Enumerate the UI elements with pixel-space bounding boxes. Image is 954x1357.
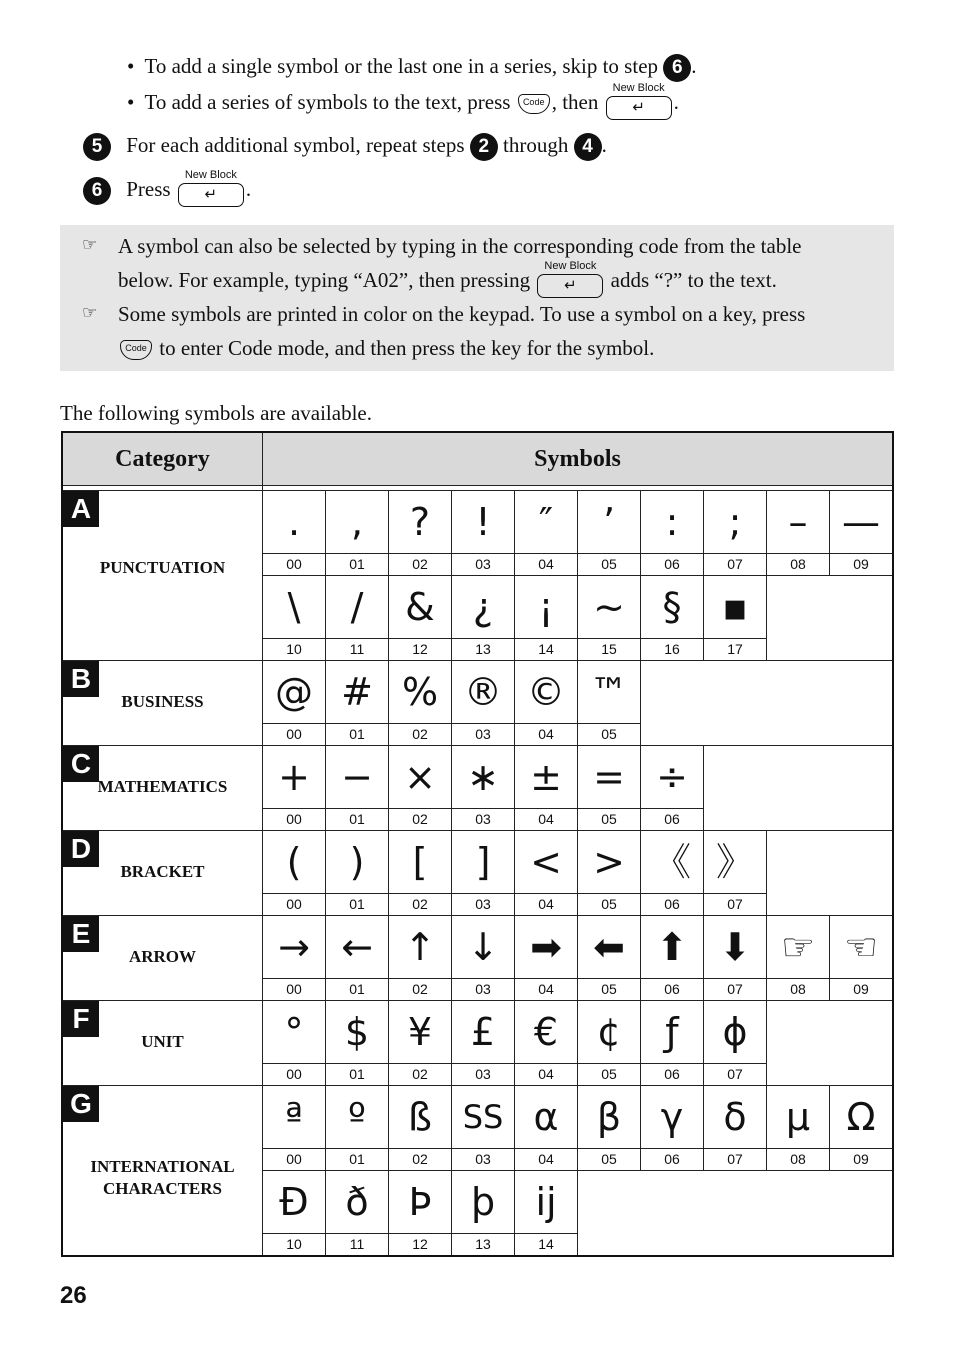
symbol-glyph: Ω <box>830 1086 894 1149</box>
symbol-code: 09 <box>830 554 894 576</box>
category-cell <box>62 916 263 1001</box>
step-text: Press <box>126 177 171 201</box>
symbol-code: 01 <box>326 894 389 916</box>
symbol-glyph: SS <box>452 1086 515 1149</box>
symbol-glyph: © <box>515 661 578 724</box>
note-1-line-1: A symbol can also be selected by typing in the corresponding code from the table <box>118 234 802 258</box>
symbol-glyph: ] <box>452 831 515 894</box>
symbol-code: 00 <box>263 1064 326 1086</box>
step-ref-6: 6 <box>663 54 691 82</box>
symbol-glyph: . <box>263 491 326 554</box>
category-letter: E <box>63 916 99 952</box>
symbol-code: 01 <box>326 724 389 746</box>
symbol-code: 08 <box>767 554 830 576</box>
symbol-code: 02 <box>389 1064 452 1086</box>
symbol-glyph: & <box>389 576 452 639</box>
category-cell <box>62 661 263 746</box>
empty-cell <box>578 1171 894 1257</box>
symbol-glyph: ! <box>452 491 515 554</box>
category-name: ARROW <box>128 947 197 966</box>
bullet-text: To add a series of symbols to the text, press <box>144 90 511 114</box>
symbol-glyph: ’ <box>578 491 641 554</box>
category-cell <box>62 1001 263 1086</box>
bullet-then: , then <box>551 90 599 114</box>
symbol-glyph: ° <box>263 1001 326 1064</box>
symbol-glyph: ⬆ <box>641 916 704 979</box>
symbol-glyph: : <box>641 491 704 554</box>
header-symbols: Symbols <box>263 432 894 486</box>
symbol-glyph: ) <box>326 831 389 894</box>
symbol-code: 05 <box>578 809 641 831</box>
symbol-code: 06 <box>641 1064 704 1086</box>
symbol-glyph: € <box>515 1001 578 1064</box>
symbol-glyph: ¥ <box>389 1001 452 1064</box>
symbol-code: 02 <box>389 724 452 746</box>
symbol-glyph: ¡ <box>515 576 578 639</box>
symbol-glyph: > <box>578 831 641 894</box>
category-cell <box>62 746 263 831</box>
symbol-code: 00 <box>263 979 326 1001</box>
symbol-code: 17 <box>704 639 767 661</box>
symbol-code: 04 <box>515 554 578 576</box>
symbol-code: 11 <box>326 1234 389 1257</box>
category-letter: G <box>63 1086 99 1122</box>
symbol-code: 15 <box>578 639 641 661</box>
category-name: MATHEMATICS <box>97 777 228 796</box>
symbol-code: 03 <box>452 724 515 746</box>
symbol-glyph: + <box>263 746 326 809</box>
symbol-glyph: ~ <box>578 576 641 639</box>
symbol-code: 03 <box>452 809 515 831</box>
symbol-code: 06 <box>641 1149 704 1171</box>
pointing-hand-icon: ☞ <box>82 235 98 255</box>
symbol-code: 05 <box>578 979 641 1001</box>
page-number: 26 <box>60 1282 87 1309</box>
symbol-code: 05 <box>578 554 641 576</box>
category-name: INTERNATIONAL CHARACTERS <box>90 1157 235 1198</box>
symbol-glyph: — <box>830 491 894 554</box>
symbol-glyph: ± <box>515 746 578 809</box>
symbol-code: 06 <box>641 894 704 916</box>
symbol-glyph: ÷ <box>641 746 704 809</box>
symbol-glyph: ™ <box>578 661 641 724</box>
symbol-code: 02 <box>389 894 452 916</box>
symbol-code: 06 <box>641 979 704 1001</box>
symbol-glyph: – <box>767 491 830 554</box>
category-name: BRACKET <box>120 862 205 881</box>
empty-cell <box>767 831 894 916</box>
symbol-code: 04 <box>515 1064 578 1086</box>
bullet-series: • To add a series of symbols to the text, press Code , then New Block ↵ . <box>127 90 679 116</box>
symbol-code: 07 <box>704 979 767 1001</box>
note-1-line-2: below. For example, typing “A02”, then pressing New Block ↵ adds “?” to the text. <box>118 268 777 294</box>
symbol-glyph: × <box>389 746 452 809</box>
symbol-code: 03 <box>452 554 515 576</box>
category-name: UNIT <box>141 1032 184 1051</box>
symbol-code: 01 <box>326 1064 389 1086</box>
symbol-glyph: ¢ <box>578 1001 641 1064</box>
symbol-glyph: # <box>326 661 389 724</box>
symbol-code: 01 <box>326 1149 389 1171</box>
symbol-glyph: ß <box>389 1086 452 1149</box>
symbol-code: 00 <box>263 554 326 576</box>
symbol-glyph: 》 <box>704 831 767 894</box>
symbol-code: 03 <box>452 1064 515 1086</box>
symbol-glyph: ↑ <box>389 916 452 979</box>
symbol-glyph: < <box>515 831 578 894</box>
pointing-hand-icon: ☞ <box>82 303 98 323</box>
symbol-code: 10 <box>263 1234 326 1257</box>
code-key-icon: Code <box>120 340 152 360</box>
symbol-glyph: ″ <box>515 491 578 554</box>
symbol-glyph: Þ <box>389 1171 452 1234</box>
category-letter: D <box>63 831 99 867</box>
bullet-dot: • <box>127 54 135 78</box>
symbol-code: 02 <box>389 979 452 1001</box>
symbol-code: 16 <box>641 639 704 661</box>
category-cell <box>62 1086 263 1257</box>
symbol-glyph: þ <box>452 1171 515 1234</box>
step-text: For each additional symbol, repeat steps <box>126 133 465 157</box>
symbol-glyph: ⬇ <box>704 916 767 979</box>
symbol-code: 04 <box>515 724 578 746</box>
step-5: 5 For each additional symbol, repeat steps 2 through 4 . <box>83 133 607 161</box>
symbol-glyph: 《 <box>641 831 704 894</box>
symbol-code: 04 <box>515 1149 578 1171</box>
symbol-glyph: ➡ <box>515 916 578 979</box>
category-name: BUSINESS <box>121 692 204 711</box>
symbol-code: 00 <box>263 724 326 746</box>
symbol-glyph: ƒ <box>641 1001 704 1064</box>
symbol-glyph: \ <box>263 576 326 639</box>
category-letter: C <box>63 746 99 782</box>
step-6: 6 Press New Block ↵ . <box>83 177 251 205</box>
symbol-glyph: ( <box>263 831 326 894</box>
bullet-text: To add a single symbol or the last one in a series, skip to step <box>144 54 659 78</box>
symbol-code: 12 <box>389 639 452 661</box>
new-block-key-icon: New Block ↵ <box>537 274 603 298</box>
symbol-glyph: ⬅ <box>578 916 641 979</box>
symbol-code: 04 <box>515 809 578 831</box>
symbol-code: 03 <box>452 979 515 1001</box>
symbol-glyph: ▪ <box>704 576 767 639</box>
symbol-code: 05 <box>578 1149 641 1171</box>
symbol-glyph: ® <box>452 661 515 724</box>
symbol-glyph: Đ <box>263 1171 326 1234</box>
symbol-glyph: = <box>578 746 641 809</box>
symbol-glyph: ¿ <box>452 576 515 639</box>
symbol-code: 07 <box>704 1064 767 1086</box>
symbol-code: 13 <box>452 639 515 661</box>
note-box <box>60 225 894 371</box>
step-ref-4: 4 <box>574 133 602 161</box>
symbol-glyph: º <box>326 1086 389 1149</box>
code-key-icon: Code <box>518 94 550 114</box>
symbol-code: 05 <box>578 894 641 916</box>
symbol-code: 03 <box>452 1149 515 1171</box>
symbol-glyph: β <box>578 1086 641 1149</box>
symbol-glyph: ☞ <box>767 916 830 979</box>
category-letter: B <box>63 661 99 697</box>
symbol-code: 01 <box>326 979 389 1001</box>
symbol-code: 02 <box>389 1149 452 1171</box>
step-through: through <box>503 133 569 157</box>
symbol-glyph: ∗ <box>452 746 515 809</box>
symbol-code: 14 <box>515 1234 578 1257</box>
symbol-glyph: $ <box>326 1001 389 1064</box>
symbol-code: 06 <box>641 554 704 576</box>
category-letter: F <box>63 1001 99 1037</box>
empty-cell <box>767 1001 894 1086</box>
new-block-key-icon: New Block ↵ <box>606 96 672 120</box>
symbol-glyph: ? <box>389 491 452 554</box>
symbol-glyph: £ <box>452 1001 515 1064</box>
symbol-code: 05 <box>578 724 641 746</box>
symbol-code: 07 <box>704 894 767 916</box>
symbol-glyph: ϕ <box>704 1001 767 1064</box>
note-2-line-1: Some symbols are printed in color on the keypad. To use a symbol on a key, press <box>118 302 806 326</box>
step-number: 5 <box>83 133 111 161</box>
step-ref-2: 2 <box>470 133 498 161</box>
symbol-code: 04 <box>515 979 578 1001</box>
symbol-glyph: ª <box>263 1086 326 1149</box>
symbol-glyph: ð <box>326 1171 389 1234</box>
symbol-glyph: − <box>326 746 389 809</box>
symbol-glyph: § <box>641 576 704 639</box>
symbol-glyph: ĳ <box>515 1171 578 1234</box>
symbol-code: 00 <box>263 1149 326 1171</box>
symbol-code: 07 <box>704 1149 767 1171</box>
symbol-code: 02 <box>389 554 452 576</box>
category-cell <box>62 491 263 661</box>
empty-cell <box>704 746 894 831</box>
symbol-glyph: μ <box>767 1086 830 1149</box>
symbol-glyph: / <box>326 576 389 639</box>
symbol-code: 07 <box>704 554 767 576</box>
symbol-code: 08 <box>767 979 830 1001</box>
symbol-code: 00 <box>263 809 326 831</box>
symbol-glyph: α <box>515 1086 578 1149</box>
symbol-glyph: @ <box>263 661 326 724</box>
symbol-glyph: % <box>389 661 452 724</box>
step-number: 6 <box>83 177 111 205</box>
symbol-code: 01 <box>326 554 389 576</box>
symbol-code: 02 <box>389 809 452 831</box>
bullet-skip: • To add a single symbol or the last one in a series, skip to step 6 . <box>127 54 697 82</box>
header-category: Category <box>62 432 263 486</box>
new-block-key-icon: New Block ↵ <box>178 183 244 207</box>
symbol-glyph: ☜ <box>830 916 894 979</box>
symbol-code: 01 <box>326 809 389 831</box>
symbol-code: 12 <box>389 1234 452 1257</box>
category-name: PUNCTUATION <box>99 558 226 577</box>
empty-cell <box>767 576 894 661</box>
intro-text: The following symbols are available. <box>60 401 372 425</box>
note-2-line-2: Code to enter Code mode, and then press the key for the symbol. <box>118 336 654 360</box>
bullet-dot: • <box>127 90 135 114</box>
symbol-code: 14 <box>515 639 578 661</box>
symbol-code: 06 <box>641 809 704 831</box>
symbol-code: 11 <box>326 639 389 661</box>
symbol-code: 08 <box>767 1149 830 1171</box>
category-letter: A <box>63 491 99 527</box>
symbol-glyph: , <box>326 491 389 554</box>
symbol-code: 09 <box>830 979 894 1001</box>
symbol-glyph: ↓ <box>452 916 515 979</box>
symbol-code: 10 <box>263 639 326 661</box>
symbol-glyph: γ <box>641 1086 704 1149</box>
empty-cell <box>641 661 894 746</box>
symbol-code: 13 <box>452 1234 515 1257</box>
category-cell <box>62 831 263 916</box>
symbol-code: 09 <box>830 1149 894 1171</box>
symbol-glyph: δ <box>704 1086 767 1149</box>
symbol-code: 04 <box>515 894 578 916</box>
symbol-code: 03 <box>452 894 515 916</box>
symbol-glyph: [ <box>389 831 452 894</box>
symbol-glyph: → <box>263 916 326 979</box>
symbol-code: 00 <box>263 894 326 916</box>
symbol-glyph: ; <box>704 491 767 554</box>
symbol-glyph: ← <box>326 916 389 979</box>
symbol-code: 05 <box>578 1064 641 1086</box>
symbol-table <box>61 431 894 1257</box>
